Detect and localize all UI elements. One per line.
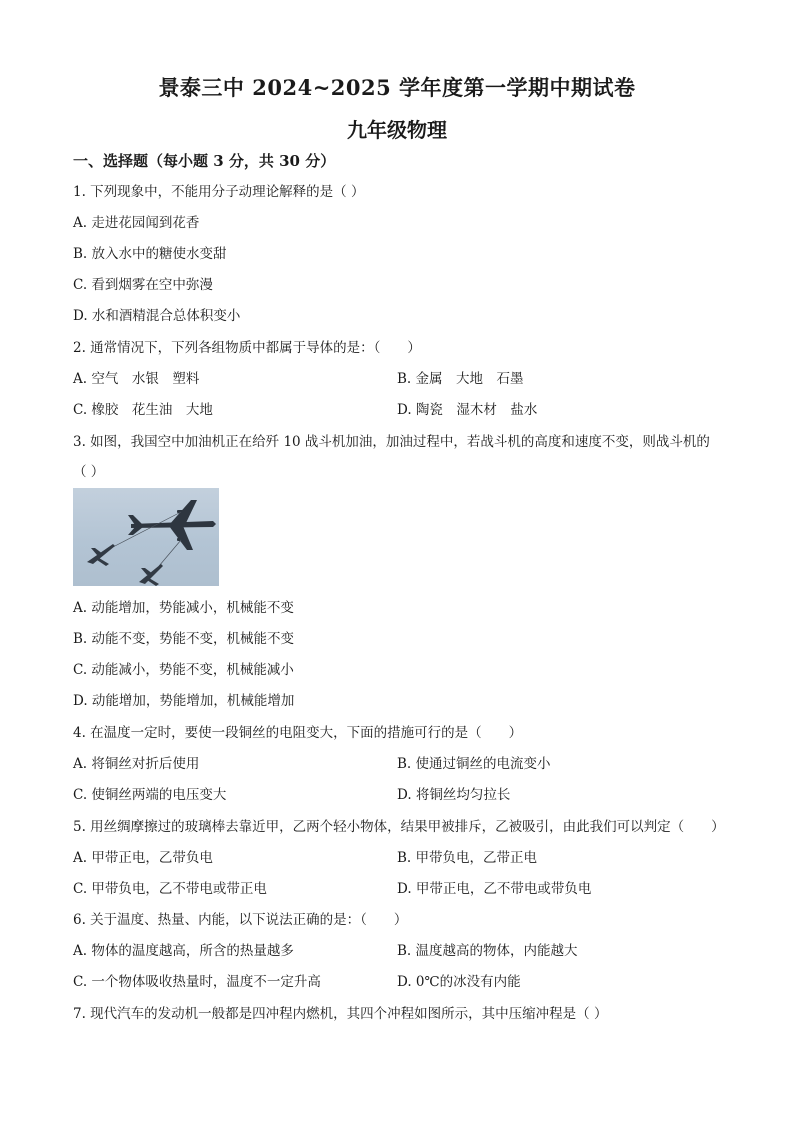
question-1-option-a: A. 走进花园闻到花香 <box>73 215 200 231</box>
exam-title: 景泰三中 2024~2025 学年度第一学期中期试卷 <box>158 75 636 100</box>
question-4-option-c: C. 使铜丝两端的电压变大 <box>73 787 227 803</box>
question-1-option-d: D. 水和酒精混合总体积变小 <box>73 308 241 324</box>
question-3-option-c: C. 动能减小，势能不变，机械能减小 <box>73 662 294 678</box>
tanker-plane-icon <box>128 500 216 550</box>
question-5-option-c: C. 甲带负电，乙不带电或带正电 <box>73 881 267 897</box>
question-5-option-b: B. 甲带负电，乙带正电 <box>397 850 538 866</box>
question-6-option-c: C. 一个物体吸收热量时，温度不一定升高 <box>73 974 321 990</box>
question-4-option-d: D. 将铜丝均匀拉长 <box>397 787 511 803</box>
question-2-option-d: D. 陶瓷 湿木材 盐水 <box>397 402 538 418</box>
question-2-option-c: C. 橡胶 花生油 大地 <box>73 402 213 418</box>
question-1-stem: 1. 下列现象中，不能用分子动理论解释的是（ ） <box>73 184 365 200</box>
question-3-option-a: A. 动能增加，势能减小，机械能不变 <box>73 600 294 616</box>
question-4-stem: 4. 在温度一定时，要使一段铜丝的电阻变大，下面的措施可行的是（ ） <box>73 725 523 741</box>
question-4-option-b: B. 使通过铜丝的电流变小 <box>397 756 551 772</box>
exam-subtitle: 九年级物理 <box>347 118 447 142</box>
question-6-option-d: D. 0℃的冰没有内能 <box>397 974 521 990</box>
fighter-jet-icon <box>87 544 115 566</box>
question-2-option-a: A. 空气 水银 塑料 <box>73 371 200 387</box>
question-5-stem: 5. 用丝绸摩擦过的玻璃棒去靠近甲，乙两个轻小物体，结果甲被排斥，乙被吸引，由此我们可以判定（ ） <box>73 819 725 835</box>
question-3-option-b: B. 动能不变，势能不变，机械能不变 <box>73 631 295 647</box>
question-2-option-b: B. 金属 大地 石墨 <box>397 371 524 387</box>
refuel-hose <box>159 540 181 566</box>
question-5-option-d: D. 甲带正电，乙不带电或带负电 <box>397 881 592 897</box>
question-1-option-b: B. 放入水中的糖使水变甜 <box>73 246 227 262</box>
question-2-stem: 2. 通常情况下，下列各组物质中都属于导体的是：（ ） <box>73 340 421 356</box>
question-1-option-c: C. 看到烟雾在空中弥漫 <box>73 277 213 293</box>
question-3-stem: 3. 如图，我国空中加油机正在给歼 10 战斗机加油，加油过程中，若战斗机的高度和速度不变，则战斗机的 <box>73 434 710 450</box>
aerial-refueling-photo <box>73 488 219 586</box>
question-6-option-b: B. 温度越高的物体，内能越大 <box>397 943 578 959</box>
question-4-option-a: A. 将铜丝对折后使用 <box>73 756 200 772</box>
question-6-option-a: A. 物体的温度越高，所含的热量越多 <box>73 943 294 959</box>
question-7-stem: 7. 现代汽车的发动机一般都是四冲程内燃机，其四个冲程如图所示，其中压缩冲程是（ ） <box>73 1006 608 1022</box>
refuel-hose <box>111 512 181 548</box>
question-3-option-d: D. 动能增加，势能增加，机械能增加 <box>73 693 295 709</box>
question-3-stem-continued: （ ） <box>73 464 105 480</box>
question-6-stem: 6. 关于温度、热量、内能，以下说法正确的是：（ ） <box>73 912 408 928</box>
section-heading: 一、选择题（每小题 3 分，共 30 分） <box>73 152 336 170</box>
question-5-option-a: A. 甲带正电，乙带负电 <box>73 850 213 866</box>
fighter-jet-icon <box>139 564 163 586</box>
